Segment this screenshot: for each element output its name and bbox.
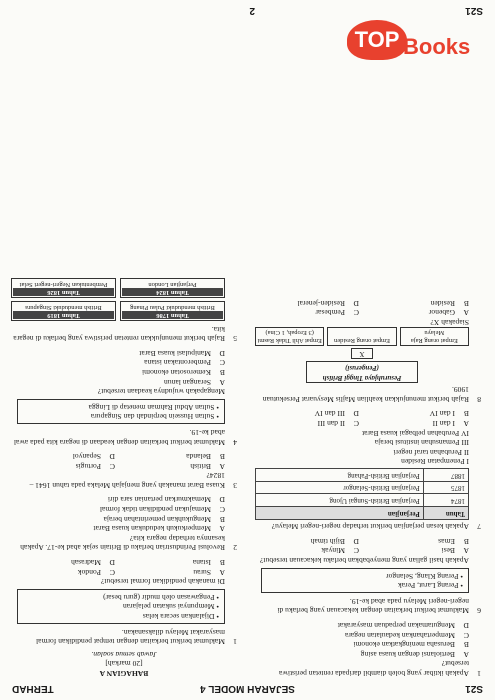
option: C II dan III bbox=[317, 418, 359, 428]
info-box: • Dijalankan secara kelas • Mempunyai sukatan pelajaran • Pengawasan oleh mudir (guru besar) bbox=[17, 589, 225, 624]
question-text: Apakah kesan perjanjian berikut terhadap negeri-negeri Melayu? bbox=[271, 522, 469, 532]
question-number: 1 bbox=[477, 669, 481, 678]
option: D Manipulasi kuasa Barat bbox=[139, 348, 225, 358]
header-code: S21 bbox=[465, 683, 483, 694]
column-left bbox=[255, 293, 481, 678]
option: A Gabenor bbox=[428, 308, 469, 318]
info-box: • Sultan Hussein berpindah dan Singapura • Sultan Abdul Rahman menetap di Lingga bbox=[17, 399, 225, 424]
question-number: 7 bbox=[477, 522, 481, 532]
question-text: Revolusi Perindustrian berlaku di Britain sejak abad ke-17. Apakah kesannya terhadap negara kita? bbox=[20, 533, 225, 553]
question-7 bbox=[255, 409, 481, 532]
org-chart-x: X bbox=[351, 348, 373, 360]
option: A British bbox=[190, 461, 225, 471]
org-chart-row: Empat orang Raja Melayu Empat orang Residen Empat Ahli Tidak Rasmi (3 Eropah, 1 Cina) bbox=[255, 327, 469, 346]
question-prompt: Di manakah pendidikan formal tersebut? bbox=[101, 577, 225, 587]
option: B Kemerosotan ekonomi bbox=[142, 367, 225, 377]
question-prompt: Siapakah X? bbox=[430, 317, 469, 327]
statement: II Perubahan taraf negeri bbox=[393, 447, 469, 457]
question-prompt: Apakah hasil galian yang menyebabkan berlaku kekacauan tersebut? bbox=[260, 556, 469, 566]
option: D Residen-jeneral bbox=[297, 298, 359, 308]
option: C Memajukan pendidikan tidak formal bbox=[99, 505, 225, 515]
timeline-box: Tahun 1819 British menduduki Singapura bbox=[11, 301, 116, 321]
option: C Portugis bbox=[75, 461, 115, 471]
option: D Bijih timah bbox=[310, 536, 359, 546]
option: D III dan IV bbox=[314, 409, 359, 419]
question-prompt: Mengapakah wujudnya keadaan tersebut? bbox=[97, 387, 225, 397]
option: C Pembesar bbox=[315, 308, 359, 318]
option: B Berusaha meningkatkan ekonomi bbox=[353, 640, 469, 650]
option: D Mengutamakan perpaduan masyarakat bbox=[337, 621, 469, 631]
question-6 bbox=[255, 536, 481, 615]
option: D Memakmurkan pertanian sara diri bbox=[107, 495, 225, 505]
option: A I dan II bbox=[432, 418, 469, 428]
question-text: Maklumat berikut berkaitan dengan keadaan di negara kita pada awal abad ke-19. bbox=[13, 427, 225, 447]
option: C Mempertahankan kedaulatan negara bbox=[344, 630, 469, 640]
timeline-box: Tahun 1786 British mendudukī Pulau Pinang bbox=[120, 301, 225, 321]
question-5 bbox=[11, 278, 237, 343]
timeline-box: Tahun 1826 Pembentukan Negeri-negeri Selat bbox=[11, 278, 116, 298]
option: C Pemberontakan istana bbox=[144, 358, 225, 368]
question-number: 4 bbox=[233, 437, 237, 447]
question-1-cont bbox=[255, 620, 481, 678]
option: A Surau bbox=[193, 567, 225, 577]
option: B Emas bbox=[438, 536, 469, 546]
timeline-row bbox=[11, 301, 225, 321]
option: A Bertiolansi dengan kuasa asing bbox=[360, 649, 469, 659]
option: A Besi bbox=[441, 546, 469, 556]
option: B Mengukuhkan pemerintahan beraja bbox=[103, 514, 225, 524]
logo-text: Books bbox=[403, 34, 471, 59]
treaty-table: Tahun Perjanjian 1874 Perjanjian British-Sungai Ujong 1875 Perjanjian British-Selangor 1887 Perjanjian British-Pahang bbox=[255, 468, 469, 519]
option: C Minyak bbox=[321, 546, 359, 556]
info-box: • Perang Larut, Perak • Perang Klang, Selangor bbox=[261, 568, 469, 593]
question-number: 5 bbox=[233, 334, 237, 344]
timeline-box: Tahun 1824 Perjanjian London bbox=[120, 278, 225, 298]
question-text: Kuasa Barat manakah yang menjajah Melaka pada tahun 1641 – 1824? bbox=[29, 471, 225, 490]
question-text: Maklumat berikut berkaitan dengan kekacauan yang berlaku di negeri-negeri Melayu pada abad ke-19. bbox=[277, 596, 469, 616]
option: B Belanda bbox=[186, 452, 225, 462]
question-2 bbox=[11, 495, 237, 553]
column-right bbox=[11, 273, 237, 678]
question-text: Maklumat berikut berkaitan dengan tempat pendidikan formal masyarakat Melayu dilaksanakan. bbox=[36, 627, 225, 647]
option: D Sepanyol bbox=[72, 452, 115, 462]
option: B I dan IV bbox=[429, 409, 469, 419]
option: D Madrasah bbox=[71, 558, 115, 568]
header-title: SEJARAH MODEL 4 bbox=[200, 683, 295, 694]
question-number: 3 bbox=[233, 480, 237, 490]
statement: III Pemansuhan institusi beraja bbox=[374, 438, 469, 448]
question-1 bbox=[11, 557, 237, 646]
question-text: Rajah berikut menunjukkan keahlian Majlis Mesyuarat Persekutuan 1909. bbox=[262, 385, 469, 404]
option: B Residen bbox=[430, 298, 469, 308]
question-number: 1 bbox=[233, 637, 237, 647]
question-8 bbox=[255, 298, 481, 404]
question-number: 8 bbox=[477, 394, 481, 404]
question-number: 6 bbox=[477, 606, 481, 616]
question-number: 2 bbox=[233, 543, 237, 553]
timeline-row bbox=[11, 278, 225, 298]
question-text: Rajah berikut menunjukkan rentetan peristiwa yang berlaku di negara kita. bbox=[13, 324, 225, 344]
page-number-center: 2 bbox=[249, 5, 255, 16]
section-heading: BAHAGIAN A [20 markah] Jawab semua soalan. bbox=[91, 649, 157, 678]
option: C Pondok bbox=[77, 567, 115, 577]
question-4 bbox=[11, 348, 237, 446]
option: A Serangan lanun bbox=[163, 377, 225, 387]
org-chart-top: Pesuruhjaya Tinggi British (Pengerusi) bbox=[306, 361, 418, 382]
option: A Memperkukuh kedudukan kuasa Barat bbox=[93, 524, 225, 534]
topbooks-logo bbox=[347, 20, 485, 68]
page-number: S21 bbox=[465, 5, 483, 16]
question-text: Apakah iktibar yang boleh diambil daripada rentetan peristiwa tersebut? bbox=[279, 659, 469, 678]
logo-badge: TOP bbox=[347, 20, 407, 60]
question-3 bbox=[11, 452, 237, 490]
option: B Istana bbox=[192, 558, 225, 568]
statement: I Penempatan Residen bbox=[401, 457, 469, 467]
header-restricted: TERHAD bbox=[12, 683, 54, 694]
statement: IV Perubahan pelbagai kuasa Barat bbox=[362, 428, 469, 438]
